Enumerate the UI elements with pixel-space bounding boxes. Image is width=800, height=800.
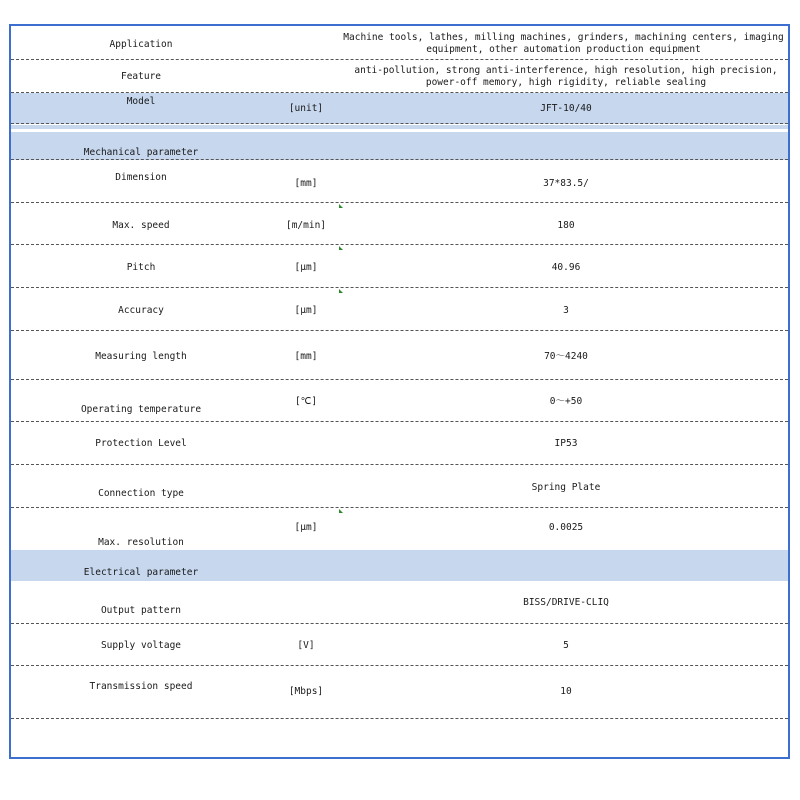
row-max-speed	[11, 203, 788, 245]
operating-temperature-label: Operating temperature	[80, 404, 202, 415]
unit-label: [unit]	[288, 103, 324, 114]
connection-type-label: Connection type	[98, 488, 184, 499]
max-resolution-label: Max. resolution	[98, 537, 184, 548]
mechanical-section-label: Mechanical parameter	[83, 147, 199, 158]
max-resolution-value: 0.0025	[548, 522, 584, 533]
electrical-section-label: Electrical parameter	[83, 567, 199, 578]
section-electrical	[11, 550, 788, 581]
connection-type-value: Spring Plate	[531, 482, 601, 493]
max-resolution-unit: [μm]	[294, 522, 318, 533]
feature-label: Feature	[120, 71, 162, 82]
band-spacer	[11, 125, 788, 129]
supply-voltage-value: 5	[563, 640, 569, 651]
output-pattern-label: Output pattern	[100, 605, 182, 616]
row-operating-temperature	[11, 380, 788, 422]
application-label: Application	[109, 39, 173, 50]
accuracy-value: 3	[563, 305, 569, 316]
pitch-unit: [μm]	[294, 262, 318, 273]
row-protection-level	[11, 422, 788, 465]
row-model-header	[11, 93, 788, 124]
output-pattern-value: BISS/DRIVE-CLIQ	[523, 597, 609, 608]
row-transmission-speed	[11, 666, 788, 719]
max-speed-label: Max. speed	[112, 220, 170, 231]
operating-temperature-unit: [℃]	[294, 396, 318, 407]
row-measuring-length	[11, 331, 788, 380]
measuring-length-value: 70～4240	[544, 351, 588, 362]
dimension-unit: [mm]	[294, 178, 318, 189]
row-feature	[11, 60, 788, 93]
operating-temperature-value: 0～+50	[549, 396, 583, 407]
model-value: JFT-10/40	[540, 103, 592, 114]
pitch-label: Pitch	[126, 262, 156, 273]
dimension-label: Dimension	[115, 172, 167, 183]
transmission-speed-label: Transmission speed	[89, 681, 193, 692]
row-supply-voltage	[11, 624, 788, 666]
max-speed-value: 180	[557, 220, 575, 231]
application-value: Machine tools, lathes, milling machines, grinders, machining centers, imaging equipment, other automation production equipment	[343, 32, 784, 55]
max-speed-unit: [m/min]	[285, 220, 327, 231]
protection-level-value: IP53	[554, 438, 578, 449]
row-connection-type	[11, 465, 788, 508]
measuring-length-label: Measuring length	[95, 351, 187, 362]
row-max-resolution	[11, 508, 788, 550]
accuracy-unit: [μm]	[294, 305, 318, 316]
row-output-pattern	[11, 581, 788, 624]
spec-table	[9, 24, 790, 759]
pitch-value: 40.96	[551, 262, 581, 273]
feature-value: anti-pollution, strong anti-interference, high resolution, high precision, power-off memory, high rigidity, reliable sealing	[354, 65, 778, 88]
transmission-speed-value: 10	[560, 686, 572, 697]
transmission-speed-unit: [Mbps]	[288, 686, 324, 697]
row-accuracy	[11, 288, 788, 331]
protection-level-label: Protection Level	[95, 438, 187, 449]
section-mechanical	[11, 132, 788, 160]
supply-voltage-label: Supply voltage	[100, 640, 182, 651]
accuracy-label: Accuracy	[118, 305, 164, 316]
row-application	[11, 26, 788, 60]
row-pitch	[11, 245, 788, 288]
measuring-length-unit: [mm]	[294, 351, 318, 362]
supply-voltage-unit: [V]	[297, 640, 315, 651]
model-label: Model	[126, 96, 156, 107]
dimension-value: 37*83.5/	[543, 178, 589, 189]
row-dimension	[11, 160, 788, 203]
